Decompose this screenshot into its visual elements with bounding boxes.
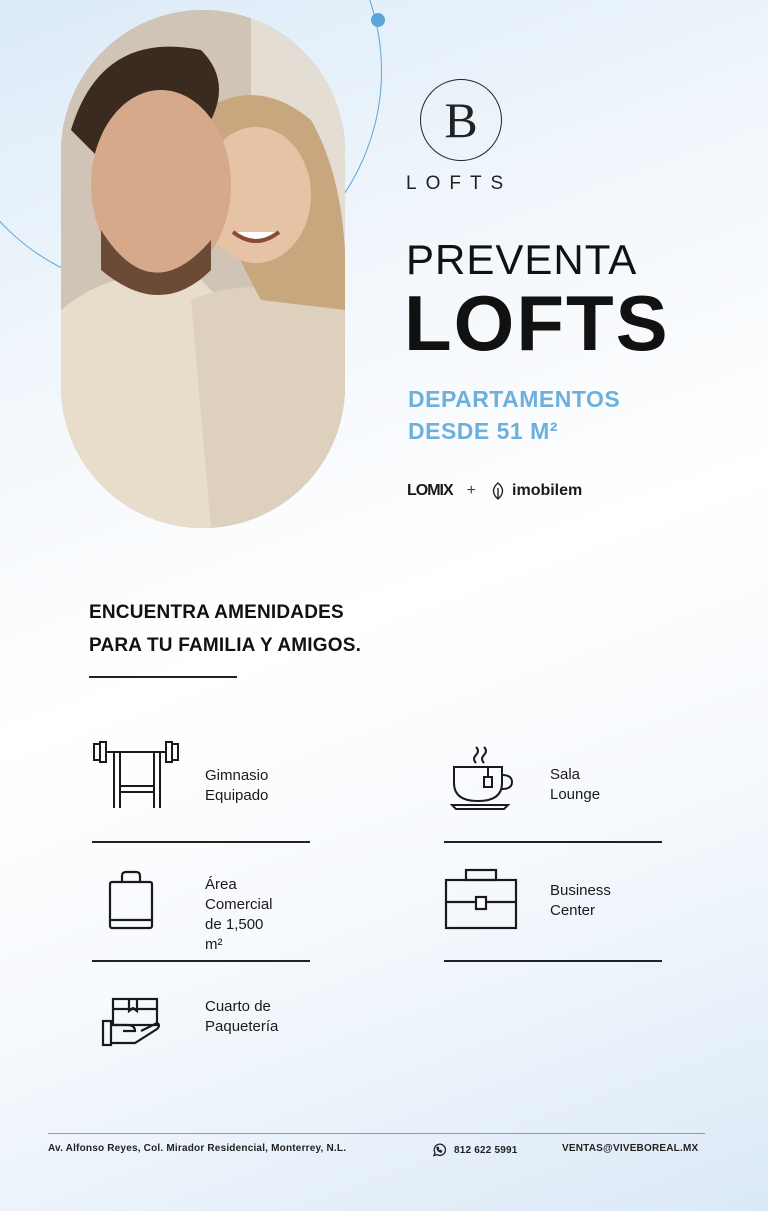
- headline-line-1: ENCUENTRA AMENIDADES: [89, 602, 344, 623]
- lomix-logo: LOMIX: [407, 482, 453, 499]
- footer-phone[interactable]: [432, 1143, 518, 1157]
- footer-divider: [48, 1133, 705, 1134]
- barbell-gym-icon: [90, 740, 186, 817]
- footer-email[interactable]: VENTAS@VIVEBOREAL.MX: [562, 1143, 699, 1154]
- amenity-label: Cuarto de Paquetería: [205, 998, 279, 1035]
- headline-divider: [89, 676, 237, 678]
- imobilem-logo: imobilem: [512, 482, 583, 499]
- depto-line-1: DEPARTAMENTOS: [408, 386, 621, 412]
- amenity-label: Área Comercial de 1,500 m²: [205, 876, 273, 953]
- amenity-divider: [92, 841, 310, 843]
- couple-photo: [61, 10, 345, 528]
- amenity-divider: [444, 960, 662, 962]
- preventa-heading: PREVENTA: [406, 236, 638, 283]
- partner-logos: [407, 482, 582, 500]
- leaf-icon: [490, 482, 506, 500]
- lofts-heading: LOFTS: [404, 279, 670, 367]
- brand-logo-text: LOFTS: [406, 173, 513, 194]
- whatsapp-icon: [432, 1143, 446, 1157]
- amenity-label: Business Center: [550, 882, 611, 919]
- decorative-dot: [371, 13, 385, 27]
- coffee-cup-icon: [450, 745, 516, 816]
- amenity-divider: [444, 841, 662, 843]
- departamentos-subheading: [408, 383, 620, 447]
- brand-logo-mark: B: [420, 79, 502, 161]
- package-hand-icon: [101, 997, 163, 1054]
- amenity-label: Sala Lounge: [550, 766, 601, 803]
- headline-line-2: PARA TU FAMILIA Y AMIGOS.: [89, 635, 362, 656]
- plus-sign: +: [466, 482, 477, 499]
- depto-line-2: DESDE 51 M²: [408, 418, 558, 444]
- amenities-headline: [89, 596, 361, 662]
- phone-number[interactable]: 812 622 5991: [454, 1144, 518, 1156]
- briefcase-icon: [444, 868, 518, 935]
- amenity-divider: [92, 960, 310, 962]
- shopping-bag-icon: [108, 870, 156, 937]
- amenity-label: Gimnasio Equipado: [205, 767, 269, 804]
- footer-address: Av. Alfonso Reyes, Col. Mirador Residencial, Monterrey, N.L.: [48, 1143, 347, 1154]
